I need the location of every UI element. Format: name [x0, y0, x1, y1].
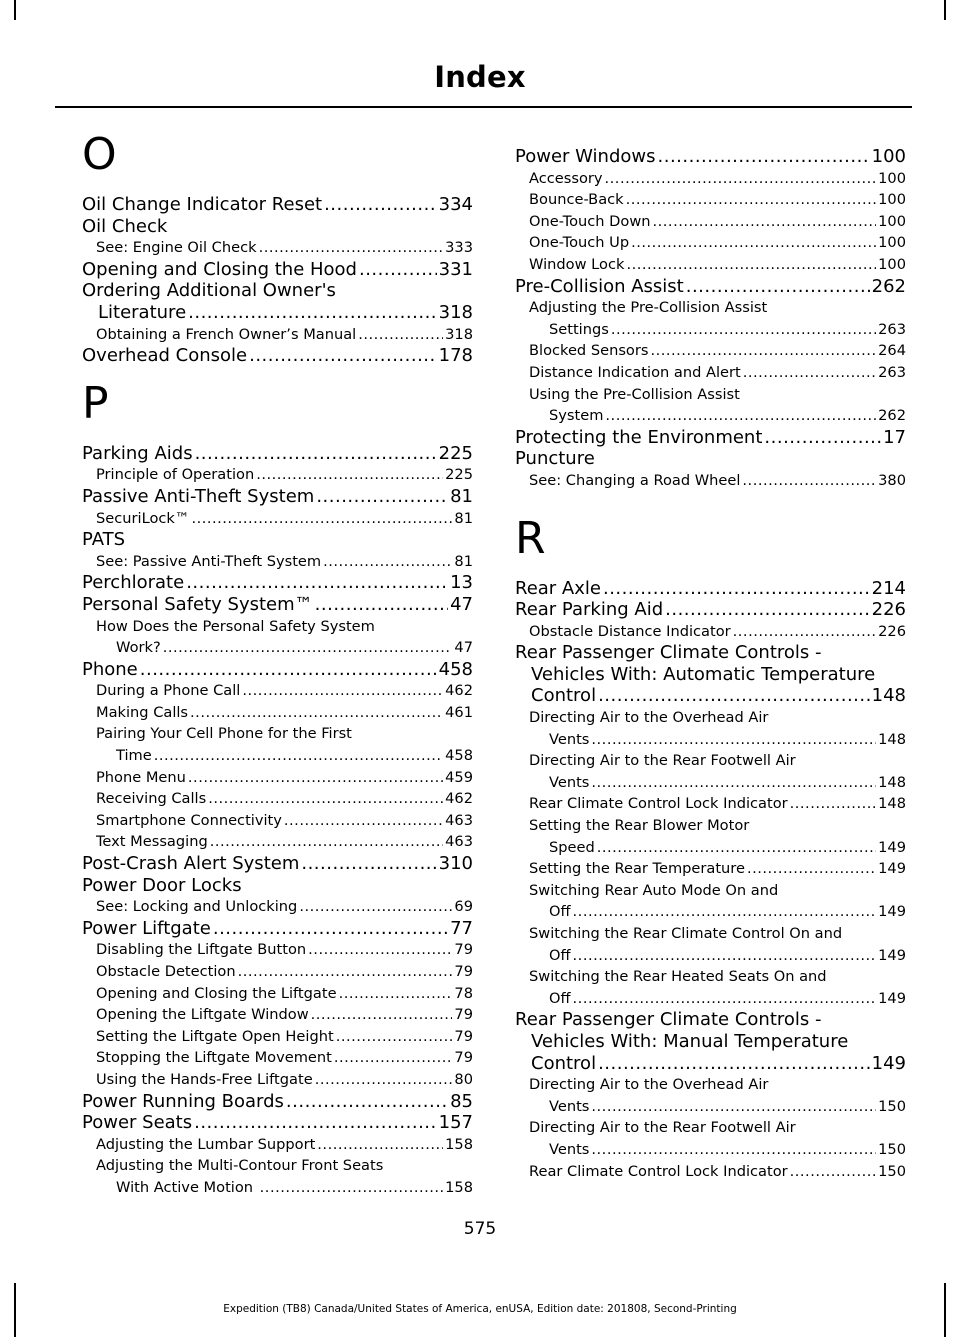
- dot-leader: [529, 729, 906, 751]
- index-entry-main[interactable]: [82, 594, 473, 616]
- dot-leader: [515, 1053, 906, 1075]
- dot-leader: [82, 918, 473, 940]
- index-entry-text: See: Engine Oil Check: [96, 239, 257, 257]
- index-entry-sub[interactable]: [515, 1074, 906, 1117]
- header-divider: [55, 106, 912, 108]
- index-entry-see-also[interactable]: [82, 896, 473, 918]
- dot-leader: [529, 189, 906, 211]
- index-entry-sub[interactable]: [82, 1004, 473, 1026]
- dot-leader: [529, 858, 906, 880]
- index-entry-sub[interactable]: [515, 966, 906, 1009]
- index-entry-text: Phone: [82, 658, 138, 680]
- index-entry-main[interactable]: [515, 578, 906, 600]
- index-entry-sub[interactable]: [82, 810, 473, 832]
- index-entry-sub[interactable]: [515, 297, 906, 340]
- index-entry-see-also[interactable]: [515, 470, 906, 492]
- footer-edition-info: Expedition (TB8) Canada/United States of America, enUSA, Edition date: 201808, Second-Printing: [223, 1303, 737, 1315]
- dot-leader: [96, 745, 473, 767]
- index-entry-main[interactable]: [82, 194, 473, 216]
- index-entry-text: Rear Climate Control Lock Indicator: [529, 795, 788, 813]
- page-reference[interactable]: 81: [452, 508, 473, 530]
- index-entry-sub[interactable]: [515, 189, 906, 211]
- index-entry-text: Setting the Liftgate Open Height: [96, 1027, 334, 1045]
- dot-leader: [515, 427, 906, 449]
- index-entry-text: See: Locking and Unlocking: [96, 898, 298, 916]
- dot-leader: [529, 1161, 906, 1183]
- page-reference[interactable]: 226: [876, 621, 906, 643]
- index-entry-text: Power Liftgate: [82, 917, 211, 939]
- index-entry-sub[interactable]: [515, 923, 906, 966]
- page-reference[interactable]: 81: [452, 551, 473, 573]
- page-reference[interactable]: 262: [876, 405, 906, 427]
- index-entry-text: Oil Check: [82, 215, 168, 237]
- index-entry-text-line: Switching the Rear Climate Control On and: [529, 925, 843, 942]
- index-entry-sub[interactable]: [82, 1069, 473, 1091]
- dot-leader: [96, 637, 473, 659]
- dot-leader: [515, 146, 906, 168]
- index-entry-text: Rear Climate Control Lock Indicator: [529, 1162, 788, 1180]
- dot-leader: [96, 324, 473, 346]
- page-reference[interactable]: 100: [871, 146, 906, 167]
- index-entry-text: Stopping the Liftgate Movement: [96, 1049, 332, 1067]
- index-entry-text: With Active Motion: [116, 1178, 258, 1196]
- index-entry-sub[interactable]: [515, 750, 906, 793]
- index-entry-sub[interactable]: [515, 362, 906, 384]
- dot-leader: [96, 237, 473, 259]
- dot-leader: [82, 1091, 473, 1113]
- index-entry-sub[interactable]: [515, 168, 906, 190]
- index-entry-text: Puncture: [515, 448, 595, 470]
- index-entry-see-also[interactable]: [82, 551, 473, 573]
- index-entry-sub[interactable]: [82, 508, 473, 530]
- index-entry-sub[interactable]: [515, 1161, 906, 1183]
- index-entry-heading: [515, 448, 906, 470]
- index-entry-text: Oil Change Indicator Reset: [82, 194, 323, 215]
- index-entry-text-line: Using the Pre-Collision Assist: [529, 385, 740, 403]
- dot-leader: [82, 302, 473, 324]
- index-entry-heading: [82, 529, 473, 551]
- index-entry-text: Obtaining a French Owner’s Manual: [96, 325, 357, 343]
- index-entry-text: Off: [549, 989, 571, 1007]
- index-entry-main[interactable]: [82, 486, 473, 508]
- index-entry-text-line: Vehicles With: Automatic Temperature: [531, 663, 876, 685]
- page-reference[interactable]: 148: [876, 772, 906, 794]
- dot-leader: [96, 983, 473, 1005]
- index-entry-sub[interactable]: [515, 1117, 906, 1160]
- index-entry-text: Overhead Console: [82, 345, 248, 367]
- dot-leader: [529, 621, 906, 643]
- page-reference[interactable]: 149: [871, 1052, 906, 1074]
- index-entry-main[interactable]: [82, 1091, 473, 1113]
- index-entry-sub[interactable]: [82, 464, 473, 486]
- index-entry-heading: [82, 216, 473, 238]
- dot-leader: [96, 961, 473, 983]
- index-entry-sub[interactable]: [515, 858, 906, 880]
- page-reference[interactable]: 79: [452, 1026, 473, 1048]
- page-reference[interactable]: 149: [876, 837, 906, 859]
- dot-leader: [529, 837, 906, 859]
- index-entry-text: Off: [549, 946, 571, 964]
- index-entry-text: Phone Menu: [96, 768, 186, 786]
- index-entry-text: See: Changing a Road Wheel: [529, 471, 741, 489]
- page-reference[interactable]: 150: [876, 1139, 906, 1161]
- dot-leader: [96, 831, 473, 853]
- section-letter-heading: O: [82, 129, 117, 180]
- page-reference[interactable]: 463: [443, 810, 473, 832]
- index-entry-sub[interactable]: [82, 961, 473, 983]
- dot-leader: [82, 345, 473, 367]
- index-entry-sub[interactable]: [82, 723, 473, 766]
- page-reference[interactable]: 214: [871, 577, 906, 599]
- dot-leader: [96, 1069, 473, 1091]
- index-entry-text: Blocked Sensors: [529, 342, 649, 360]
- dot-leader: [515, 276, 906, 298]
- page-reference[interactable]: 459: [443, 767, 473, 789]
- index-entry-main[interactable]: [515, 642, 906, 707]
- dot-leader: [529, 1139, 906, 1161]
- index-entry-text: System: [549, 407, 604, 425]
- page-reference[interactable]: 463: [443, 831, 473, 853]
- index-entry-sub[interactable]: [515, 384, 906, 427]
- dot-leader: [529, 168, 906, 190]
- section-letter-heading: P: [82, 377, 109, 429]
- dot-leader: [96, 1177, 473, 1199]
- index-entry-text: Principle of Operation: [96, 466, 255, 484]
- index-entry-text: Opening the Liftgate Window: [96, 1006, 309, 1024]
- index-entry-sub[interactable]: [82, 1155, 473, 1198]
- index-entry-text: Setting the Rear Temperature: [529, 860, 745, 878]
- index-entry-text-line: Adjusting the Pre-Collision Assist: [529, 299, 768, 317]
- dot-leader: [96, 939, 473, 961]
- index-entry-text: Vents: [549, 1140, 590, 1158]
- index-entry-text: Bounce-Back: [529, 191, 624, 209]
- page-reference[interactable]: 333: [443, 237, 473, 259]
- index-entry-text: Perchlorate: [82, 572, 185, 594]
- index-entry-text: Vents: [549, 773, 590, 791]
- index-entry-text: Control: [531, 1052, 597, 1074]
- page-reference[interactable]: 225: [438, 442, 473, 464]
- index-entry-text: Pre-Collision Assist: [515, 275, 684, 297]
- index-entry-text: Parking Aids: [82, 442, 193, 464]
- page-reference[interactable]: 226: [871, 599, 906, 621]
- index-entry-text-line: Rear Passenger Climate Controls -: [515, 1009, 822, 1031]
- index-entry-main[interactable]: [82, 280, 473, 323]
- index-entry-text: One-Touch Down: [529, 212, 651, 230]
- page-reference[interactable]: 318: [443, 324, 473, 346]
- index-entry-text-line: Setting the Rear Blower Motor: [529, 817, 750, 835]
- page-reference[interactable]: 310: [438, 853, 473, 875]
- index-entry-text: Text Messaging: [96, 833, 208, 851]
- index-entry-main[interactable]: [515, 427, 906, 449]
- index-entry-sub[interactable]: [515, 621, 906, 643]
- index-entry-text: Using the Hands-Free Liftgate: [96, 1070, 313, 1088]
- index-entry-sub[interactable]: [82, 939, 473, 961]
- index-entry-text: Opening and Closing the Hood: [82, 258, 357, 280]
- page-reference[interactable]: 100: [876, 189, 906, 211]
- index-entry-text: Window Lock: [529, 255, 625, 273]
- index-entry-sub[interactable]: [82, 1026, 473, 1048]
- page-reference[interactable]: 79: [452, 1004, 473, 1026]
- index-entry-text: Obstacle Distance Indicator: [529, 622, 731, 640]
- dot-leader: [529, 945, 906, 967]
- dot-leader: [529, 988, 906, 1010]
- page-reference[interactable]: 148: [876, 729, 906, 751]
- index-entry-text: During a Phone Call: [96, 682, 241, 700]
- dot-leader: [529, 362, 906, 384]
- page-reference[interactable]: 77: [450, 917, 473, 939]
- page-reference[interactable]: 150: [876, 1096, 906, 1118]
- index-entry-text: See: Passive Anti-Theft System: [96, 552, 322, 570]
- page-reference[interactable]: 79: [452, 961, 473, 983]
- index-entry-text: Distance Indication and Alert: [529, 363, 741, 381]
- index-entry-sub[interactable]: [515, 707, 906, 750]
- page-reference[interactable]: 148: [876, 793, 906, 815]
- dot-leader: [96, 788, 473, 810]
- page-reference[interactable]: 79: [452, 939, 473, 961]
- page-reference[interactable]: 158: [443, 1177, 473, 1199]
- page-number: 575: [463, 1219, 497, 1239]
- page-reference[interactable]: 47: [450, 593, 473, 615]
- index-entry-text: PATS: [82, 529, 126, 551]
- index-entry-text-line: Directing Air to the Overhead Air: [529, 1076, 769, 1094]
- index-entry-sub[interactable]: [82, 983, 473, 1005]
- index-entry-text: Receiving Calls: [96, 790, 207, 808]
- index-entry-text: Power Seats: [82, 1112, 193, 1134]
- page-reference[interactable]: 461: [443, 702, 473, 724]
- index-entry-text-line: Rear Passenger Climate Controls -: [515, 642, 822, 664]
- page-reference[interactable]: 334: [438, 194, 473, 215]
- dot-leader: [82, 594, 473, 616]
- dot-leader: [82, 1112, 473, 1134]
- page-reference[interactable]: 100: [876, 168, 906, 190]
- dot-leader: [82, 259, 473, 281]
- page-reference[interactable]: 150: [876, 1161, 906, 1183]
- index-entry-text-line: Directing Air to the Rear Footwell Air: [529, 1119, 796, 1137]
- page-reference[interactable]: 80: [452, 1069, 473, 1091]
- index-entry-sub[interactable]: [515, 254, 906, 276]
- index-entry-sub[interactable]: [515, 211, 906, 233]
- dot-leader: [96, 767, 473, 789]
- crop-mark-top-right: [944, 0, 946, 20]
- dot-leader: [529, 211, 906, 233]
- page-reference[interactable]: 47: [452, 637, 473, 659]
- index-entry-text: Accessory: [529, 169, 603, 187]
- section-letter-heading: R: [515, 512, 546, 564]
- index-entry-text: Obstacle Detection: [96, 963, 236, 980]
- page-reference[interactable]: 100: [876, 211, 906, 233]
- index-entry-text: Control: [531, 685, 597, 707]
- index-entry-text: SecuriLock™: [96, 509, 190, 527]
- index-entry-main[interactable]: [82, 918, 473, 940]
- index-column-right: [515, 146, 906, 1182]
- index-entry-text-line: Switching Rear Auto Mode On and: [529, 881, 779, 899]
- page-reference[interactable]: 264: [876, 340, 906, 362]
- index-entry-text: Literature: [98, 301, 187, 323]
- dot-leader: [82, 572, 473, 594]
- dot-leader: [96, 551, 473, 573]
- index-entry-text-line: Ordering Additional Owner's: [82, 280, 336, 302]
- dot-leader: [529, 901, 906, 923]
- index-entry-main[interactable]: [515, 599, 906, 621]
- page-reference[interactable]: 380: [876, 470, 906, 492]
- page-reference[interactable]: 100: [876, 232, 906, 254]
- crop-mark-top-left: [14, 0, 16, 20]
- index-entry-main[interactable]: [82, 345, 473, 367]
- index-entry-text: Rear Axle: [515, 577, 601, 599]
- page-reference[interactable]: 458: [438, 658, 473, 680]
- dot-leader: [515, 578, 906, 600]
- index-entry-sub[interactable]: [82, 1047, 473, 1069]
- page-reference[interactable]: 69: [452, 896, 473, 918]
- dot-leader: [529, 1096, 906, 1118]
- index-entry-heading: [82, 875, 473, 897]
- dot-leader: [96, 508, 473, 530]
- index-entry-text: Power Running Boards: [82, 1090, 284, 1112]
- page-reference[interactable]: 85: [450, 1090, 473, 1112]
- dot-leader: [529, 340, 906, 362]
- dot-leader: [96, 1047, 473, 1069]
- dot-leader: [515, 685, 906, 707]
- index-entry-main[interactable]: [82, 572, 473, 594]
- page-reference[interactable]: 263: [876, 362, 906, 384]
- index-entry-text: Rear Parking Aid: [515, 599, 664, 621]
- dot-leader: [529, 793, 906, 815]
- index-entry-text: One-Touch Up: [529, 234, 630, 252]
- index-entry-text: Personal Safety System™: [82, 593, 313, 615]
- index-entry-main[interactable]: [82, 1112, 473, 1134]
- index-entry-sub[interactable]: [82, 324, 473, 346]
- dot-leader: [96, 464, 473, 486]
- index-entry-text: Protecting the Environment: [515, 426, 763, 448]
- page-reference[interactable]: 17: [883, 426, 906, 448]
- index-column-left: [82, 118, 473, 1199]
- index-entry-text-line: Directing Air to the Overhead Air: [529, 709, 769, 727]
- page-reference[interactable]: 157: [438, 1112, 473, 1134]
- index-entry-sub[interactable]: [515, 793, 906, 815]
- index-entry-sub[interactable]: [82, 680, 473, 702]
- dot-leader: [82, 486, 473, 508]
- page-reference[interactable]: 149: [876, 988, 906, 1010]
- index-entry-text: Smartphone Connectivity: [96, 811, 282, 829]
- dot-leader: [82, 853, 473, 875]
- page-reference[interactable]: 149: [876, 901, 906, 923]
- dot-leader: [529, 772, 906, 794]
- dot-leader: [529, 254, 906, 276]
- page-reference[interactable]: 149: [876, 945, 906, 967]
- index-entry-text: Speed: [549, 838, 595, 856]
- index-entry-sub[interactable]: [82, 616, 473, 659]
- page-reference[interactable]: 263: [876, 319, 906, 341]
- index-entry-sub[interactable]: [82, 831, 473, 853]
- index-entry-text: Disabling the Liftgate Button: [96, 941, 307, 959]
- index-entry-main[interactable]: [82, 443, 473, 465]
- page-reference[interactable]: 13: [450, 572, 473, 594]
- page-reference[interactable]: 100: [876, 254, 906, 276]
- index-entry-text: Vents: [549, 1097, 590, 1115]
- index-entry-text: Settings: [549, 320, 609, 338]
- index-entry-text-line: Switching the Rear Heated Seats On and: [529, 968, 827, 986]
- index-entry-sub[interactable]: [82, 788, 473, 810]
- index-entry-text: Opening and Closing the Liftgate: [96, 984, 337, 1002]
- index-entry-text: Work?: [116, 639, 161, 657]
- index-entry-text-line: Vehicles With: Manual Temperature: [531, 1030, 849, 1052]
- page-reference[interactable]: 225: [443, 464, 473, 486]
- dot-leader: [82, 194, 473, 216]
- dot-leader: [96, 896, 473, 918]
- page-reference[interactable]: 458: [443, 745, 473, 767]
- dot-leader: [529, 470, 906, 492]
- dot-leader: [96, 1004, 473, 1026]
- index-entry-see-also[interactable]: [82, 237, 473, 259]
- dot-leader: [96, 1026, 473, 1048]
- page-reference[interactable]: 262: [871, 275, 906, 297]
- index-entry-text: Power Windows: [515, 146, 656, 167]
- page-reference[interactable]: 462: [443, 680, 473, 702]
- page-reference[interactable]: 148: [871, 685, 906, 707]
- index-entry-text: Off: [549, 903, 571, 921]
- dot-leader: [82, 443, 473, 465]
- page-reference[interactable]: 158: [443, 1134, 473, 1156]
- index-entry-text-line: How Does the Personal Safety System: [96, 617, 375, 635]
- index-entry-text: Time: [116, 747, 152, 765]
- index-entry-text-line: Pairing Your Cell Phone for the First: [96, 725, 352, 743]
- index-entry-main[interactable]: [515, 146, 906, 168]
- index-entry-sub[interactable]: [82, 1134, 473, 1156]
- index-entry-main[interactable]: [82, 259, 473, 281]
- dot-leader: [96, 1134, 473, 1156]
- page-reference[interactable]: 78: [452, 983, 473, 1005]
- index-entry-sub[interactable]: [515, 815, 906, 858]
- index-entry-sub[interactable]: [515, 340, 906, 362]
- page-reference[interactable]: 79: [452, 1047, 473, 1069]
- index-entry-text: Passive Anti-Theft System: [82, 485, 315, 507]
- dot-leader: [529, 405, 906, 427]
- dot-leader: [96, 680, 473, 702]
- index-entry-text: Adjusting the Lumbar Support: [96, 1135, 316, 1153]
- page-title: Index: [434, 60, 526, 94]
- index-entry-main[interactable]: [515, 1009, 906, 1074]
- dot-leader: [529, 232, 906, 254]
- index-entry-text: Post-Crash Alert System: [82, 853, 300, 875]
- index-entry-sub[interactable]: [515, 232, 906, 254]
- index-entry-main[interactable]: [82, 659, 473, 681]
- dot-leader: [82, 659, 473, 681]
- index-entry-sub[interactable]: [515, 880, 906, 923]
- index-entry-text: Vents: [549, 730, 590, 748]
- index-entry-text: Power Door Locks: [82, 874, 242, 896]
- page-reference[interactable]: 178: [438, 345, 473, 367]
- index-entry-text-line: Adjusting the Multi-Contour Front Seats: [96, 1157, 384, 1175]
- dot-leader: [529, 319, 906, 341]
- page-reference[interactable]: 318: [438, 301, 473, 323]
- index-entry-main[interactable]: [515, 276, 906, 298]
- dot-leader: [515, 599, 906, 621]
- index-entry-sub[interactable]: [82, 702, 473, 724]
- page-reference[interactable]: 81: [450, 485, 473, 507]
- index-entry-main[interactable]: [82, 853, 473, 875]
- page-reference[interactable]: 331: [438, 258, 473, 280]
- index-entry-sub[interactable]: [82, 767, 473, 789]
- index-entry-text-line: Directing Air to the Rear Footwell Air: [529, 752, 796, 770]
- dot-leader: [96, 702, 473, 724]
- page-reference[interactable]: 149: [876, 858, 906, 880]
- index-entry-text: Making Calls: [96, 703, 189, 721]
- dot-leader: [96, 810, 473, 832]
- page-reference[interactable]: 462: [443, 788, 473, 810]
